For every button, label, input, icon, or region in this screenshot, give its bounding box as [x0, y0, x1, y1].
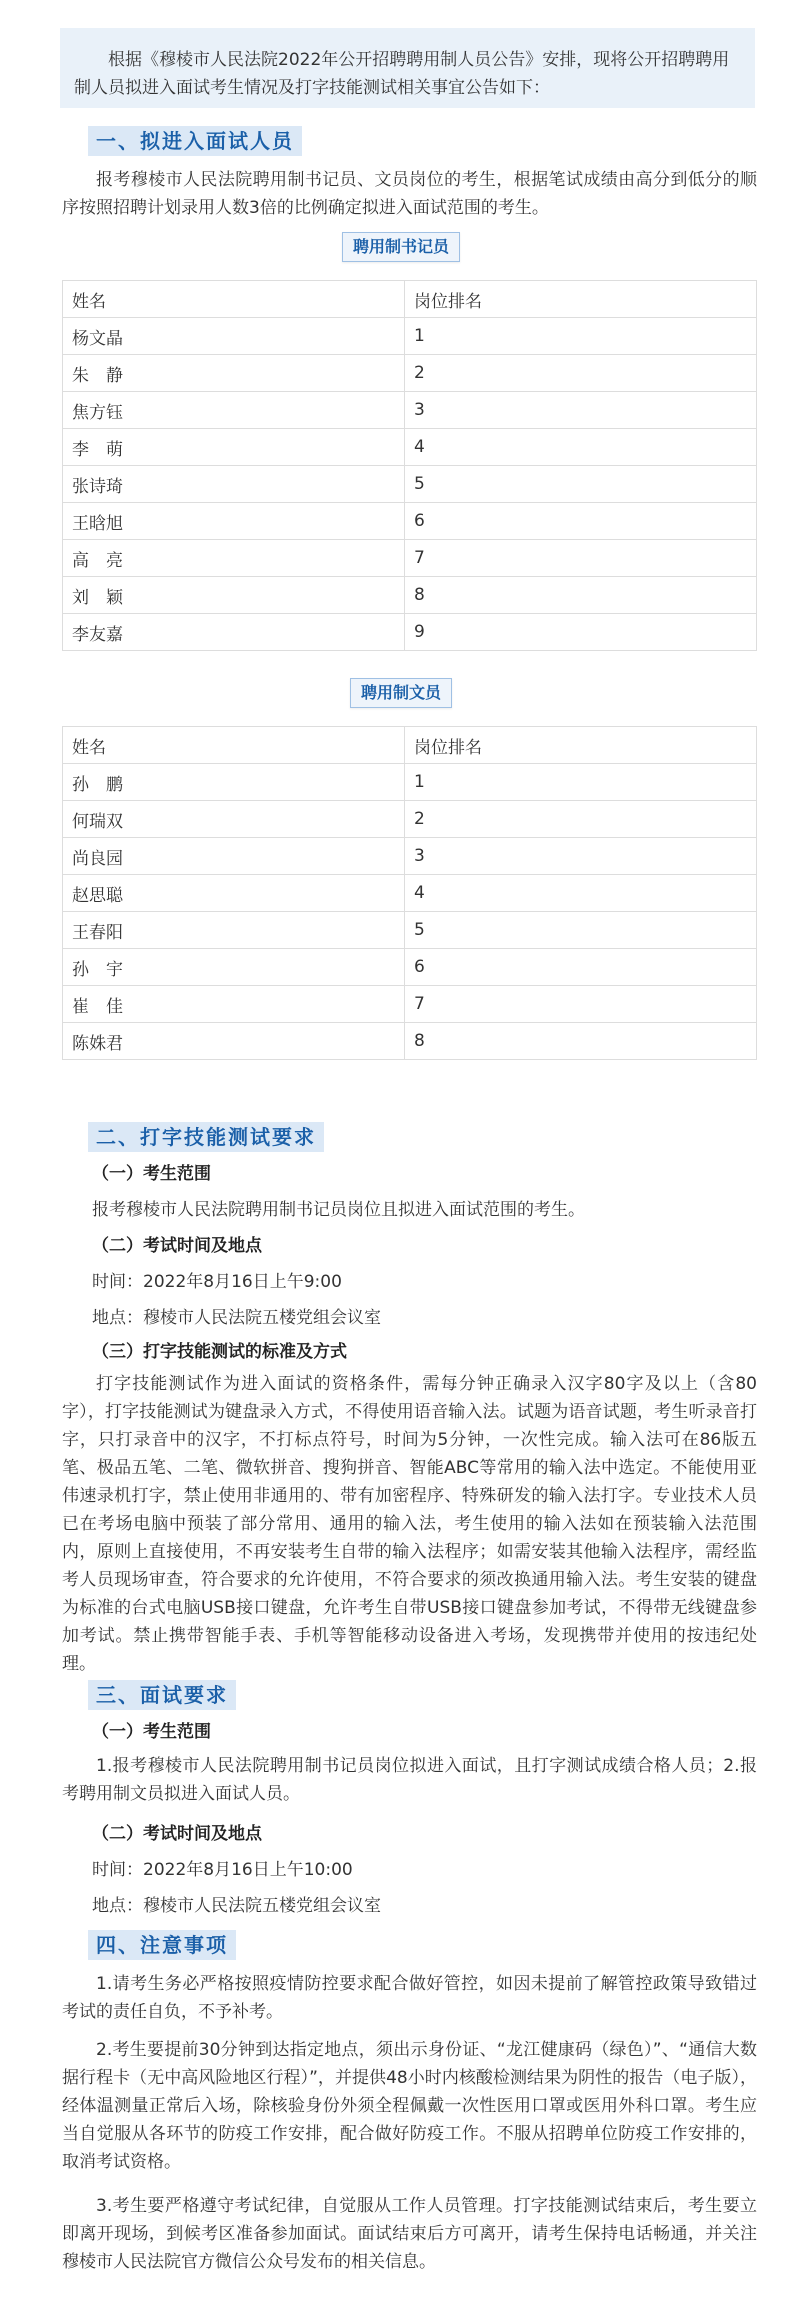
cell-name: 王春阳 — [63, 912, 405, 949]
cell-rank: 7 — [405, 986, 757, 1023]
section2-sub2: （二）考试时间及地点 — [92, 1236, 262, 1256]
notice-item-1: 1.请考生务必严格按照疫情防控要求配合做好管控，如因未提前了解管控政策导致错过考试的责任自负，不予补考。 — [62, 1974, 757, 2022]
cell-name: 何瑞双 — [63, 801, 405, 838]
section3-sub1-text: 1.报考穆棱市人民法院聘用制书记员岗位拟进入面试，且打字测试成绩合格人员；2.报考聘用制文员拟进入面试人员。 — [62, 1756, 757, 1804]
header-name: 姓名 — [63, 727, 405, 764]
section2-sub1: （一）考生范围 — [92, 1164, 211, 1184]
clerk-roster-table — [62, 280, 757, 651]
cell-name: 刘 颖 — [63, 577, 405, 614]
cell-name: 赵思聪 — [63, 875, 405, 912]
cell-name: 尚良园 — [63, 838, 405, 875]
table-row — [63, 318, 757, 355]
table-row — [63, 949, 757, 986]
table-row — [63, 392, 757, 429]
table-row — [63, 764, 757, 801]
section2-place: 地点：穆棱市人民法院五楼党组会议室 — [92, 1308, 381, 1328]
cell-name: 陈姝君 — [63, 1023, 405, 1060]
intro-paragraph: 根据《穆棱市人民法院2022年公开招聘聘用制人员公告》安排，现将公开招聘聘用制人员拟进入面试考生情况及打字技能测试相关事宜公告如下： — [60, 28, 755, 108]
header-name: 姓名 — [63, 281, 405, 318]
cell-name: 高 亮 — [63, 540, 405, 577]
notice-item-3: 3.考生要严格遵守考试纪律，自觉服从工作人员管理。打字技能测试结束后，考生要立即离开现场，到候考区准备参加面试。面试结束后方可离开，请考生保持电话畅通，并关注穆棱市人民法院官方微信公众号发布的相关信息。 — [62, 2196, 757, 2272]
table-row — [63, 540, 757, 577]
table-row — [63, 986, 757, 1023]
section2-sub1-text: 报考穆棱市人民法院聘用制书记员岗位且拟进入面试范围的考生。 — [92, 1200, 585, 1220]
table-row — [63, 577, 757, 614]
cell-name: 杨文晶 — [63, 318, 405, 355]
table-header-row — [63, 727, 757, 764]
section2-sub3-text: 打字技能测试作为进入面试的资格条件，需每分钟正确录入汉字80字及以上（含80字），打字技能测试为键盘录入方式，不得使用语音输入法。试题为语音试题，考生听录音打字，只打录音中的汉字，不打标点符号，时间为5分钟，一次性完成。输入法可在86版五笔、极品五笔、二笔、微软拼音、搜狗拼音、智能ABC等常用的输入法中选定。不能使用亚伟速录机打字，禁止使用非通用的、带有加密程序、特殊研发的输入法打字。专业技术人员已在考场电脑中预装了部分常用、通用的输入法，考生使用的输入法如在预装输入法范围内，原则上直接使用，不再安装考生自带的输入法程序；如需安装其他输入法程序，需经监考人员现场审查，符合要求的允许使用，不符合要求的须改换通用输入法。考生安装的键盘为标准的台式电脑USB接口键盘，允许考生自带USB接口键盘参加考试，不得带无线键盘参加考试。禁止携带智能手表、手机等智能移动设备进入考场，发现携带并使用的按违纪处理。 — [62, 1374, 757, 1674]
cell-rank: 2 — [405, 801, 757, 838]
table-row — [63, 912, 757, 949]
section3-time: 时间：2022年8月16日上午10:00 — [92, 1860, 353, 1880]
section3-sub1: （一）考生范围 — [92, 1722, 211, 1742]
cell-name: 张诗琦 — [63, 466, 405, 503]
table-row — [63, 801, 757, 838]
cell-rank: 4 — [405, 429, 757, 466]
table-row — [63, 466, 757, 503]
cell-rank: 6 — [405, 949, 757, 986]
cell-rank: 8 — [405, 1023, 757, 1060]
table-row — [63, 503, 757, 540]
cell-name: 朱 静 — [63, 355, 405, 392]
section1-paragraph: 报考穆棱市人民法院聘用制书记员、文员岗位的考生，根据笔试成绩由高分到低分的顺序按照招聘计划录用人数3倍的比例确定拟进入面试范围的考生。 — [62, 170, 757, 218]
cell-name: 焦方钰 — [63, 392, 405, 429]
cell-rank: 3 — [405, 838, 757, 875]
cell-rank: 5 — [405, 466, 757, 503]
staff-roster-table — [62, 726, 757, 1060]
table-row — [63, 1023, 757, 1060]
cell-rank: 1 — [405, 318, 757, 355]
cell-name: 李 萌 — [63, 429, 405, 466]
table-row — [63, 355, 757, 392]
table-header-row — [63, 281, 757, 318]
cell-name: 崔 佳 — [63, 986, 405, 1023]
cell-rank: 9 — [405, 614, 757, 651]
table2-tag: 聘用制文员 — [350, 678, 452, 708]
section-title-3: 三、面试要求 — [88, 1680, 236, 1710]
cell-rank: 7 — [405, 540, 757, 577]
cell-rank: 6 — [405, 503, 757, 540]
table-row — [63, 614, 757, 651]
cell-name: 李友嘉 — [63, 614, 405, 651]
section3-place: 地点：穆棱市人民法院五楼党组会议室 — [92, 1896, 381, 1916]
section2-time: 时间：2022年8月16日上午9:00 — [92, 1272, 342, 1292]
table-row — [63, 838, 757, 875]
section-title-2: 二、打字技能测试要求 — [88, 1122, 324, 1152]
cell-rank: 1 — [405, 764, 757, 801]
cell-rank: 2 — [405, 355, 757, 392]
section2-sub3: （三）打字技能测试的标准及方式 — [92, 1342, 347, 1362]
cell-rank: 5 — [405, 912, 757, 949]
header-rank: 岗位排名 — [405, 727, 757, 764]
section-title-1: 一、拟进入面试人员 — [88, 126, 302, 156]
cell-name: 孙 宇 — [63, 949, 405, 986]
cell-rank: 8 — [405, 577, 757, 614]
cell-name: 孙 鹏 — [63, 764, 405, 801]
table-row — [63, 429, 757, 466]
table-row — [63, 875, 757, 912]
cell-rank: 4 — [405, 875, 757, 912]
cell-name: 王晗旭 — [63, 503, 405, 540]
section-title-4: 四、注意事项 — [88, 1930, 236, 1960]
cell-rank: 3 — [405, 392, 757, 429]
table1-tag: 聘用制书记员 — [342, 232, 460, 262]
notice-item-2: 2.考生要提前30分钟到达指定地点，须出示身份证、“龙江健康码（绿色）”、“通信大数据行程卡（无中高风险地区行程）”，并提供48小时内核酸检测结果为阴性的报告（电子版），经体温测量正常后入场，除核验身份外须全程佩戴一次性医用口罩或医用外科口罩。考生应当自觉服从各环节的防疫工作安排，配合做好防疫工作。不服从招聘单位防疫工作安排的，取消考试资格。 — [62, 2040, 757, 2172]
header-rank: 岗位排名 — [405, 281, 757, 318]
section3-sub2: （二）考试时间及地点 — [92, 1824, 262, 1844]
